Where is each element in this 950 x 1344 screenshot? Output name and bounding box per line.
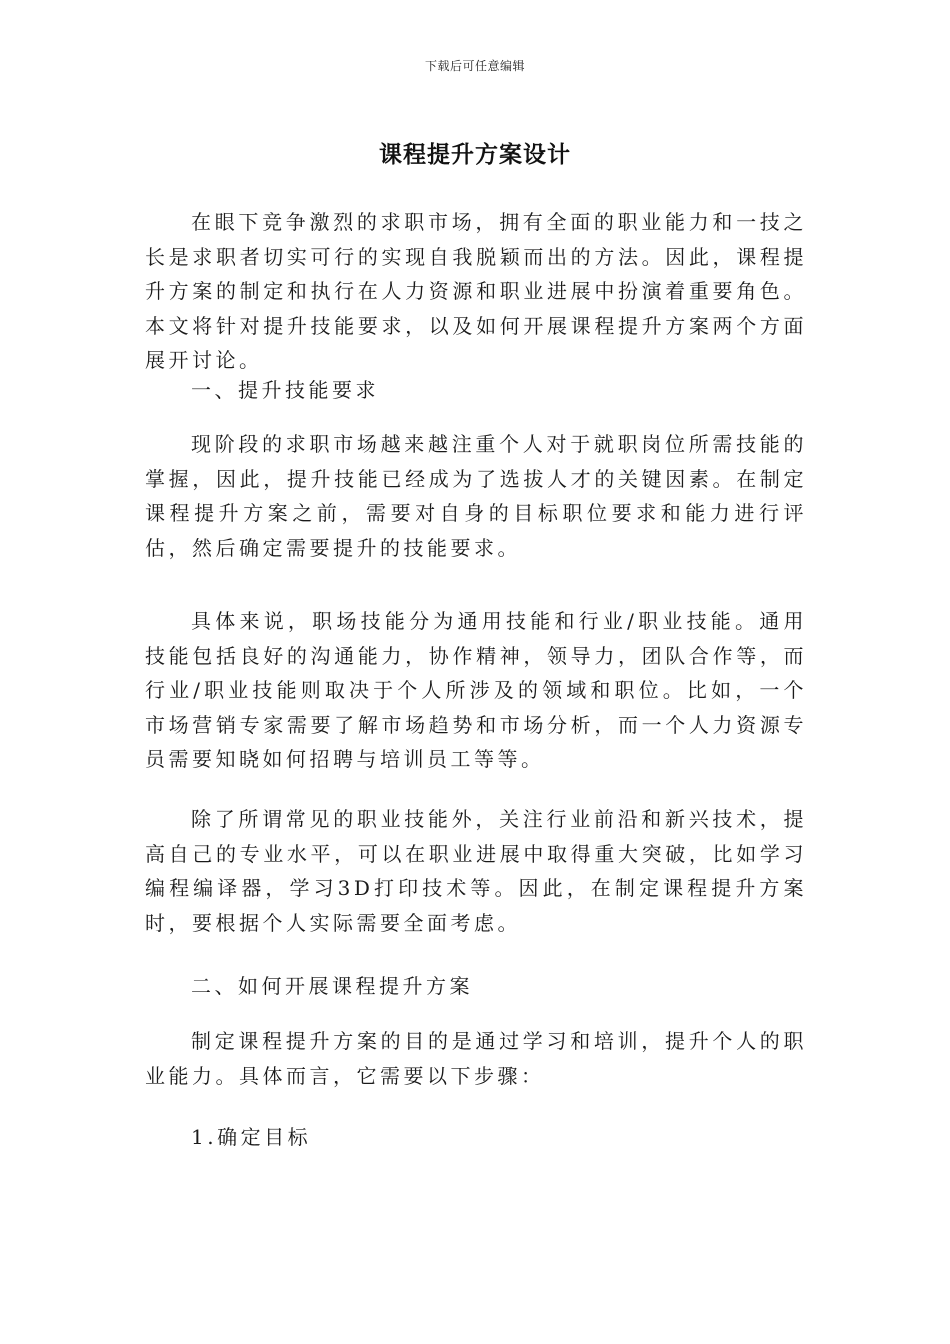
paragraph-frontier-skills: 除了所谓常见的职业技能外，关注行业前沿和新兴技术，提高自己的专业水平，可以在职业进展中取得重大突破，比如学习编程编译器，学习3D打印技术等。因此，在制定课程提升方案时，要根据个人实际需要全面考虑。 (145, 807, 807, 935)
header-note: 下载后可任意编辑 (424, 59, 525, 73)
document-title: 课程提升方案设计 (379, 142, 571, 168)
paragraph-plan-purpose: 制定课程提升方案的目的是通过学习和培训，提升个人的职业能力。具体而言，它需要以下步骤： (145, 1029, 807, 1088)
paragraph-skill-types: 具体来说，职场技能分为通用技能和行业/职业技能。通用技能包括良好的沟通能力，协作精神，领导力，团队合作等，而行业/职业技能则取决于个人所涉及的领域和职位。比如，一个市场营销专家需要了解市场趋势和市场分析，而一个人力资源专员需要知晓如何招聘与培训员工等等。 (145, 609, 807, 771)
paragraph-skill-assessment: 现阶段的求职市场越来越注重个人对于就职岗位所需技能的掌握，因此，提升技能已经成为了选拔人才的关键因素。在制定课程提升方案之前，需要对自身的目标职位要求和能力进行评估，然后确定需要提升的技能要求。 (145, 432, 807, 560)
paragraph-intro: 在眼下竞争激烈的求职市场，拥有全面的职业能力和一技之长是求职者切实可行的实现自我脱颖而出的方法。因此，课程提升方案的制定和执行在人力资源和职业进展中扮演着重要角色。本文将针对提升技能要求，以及如何开展课程提升方案两个方面展开讨论。 (145, 210, 807, 372)
list-item-step-1: 1.确定目标 (191, 1125, 312, 1149)
section-heading-skill-requirements: 一、提升技能要求 (191, 378, 379, 402)
section-heading-how-to-plan: 二、如何开展课程提升方案 (191, 974, 473, 998)
